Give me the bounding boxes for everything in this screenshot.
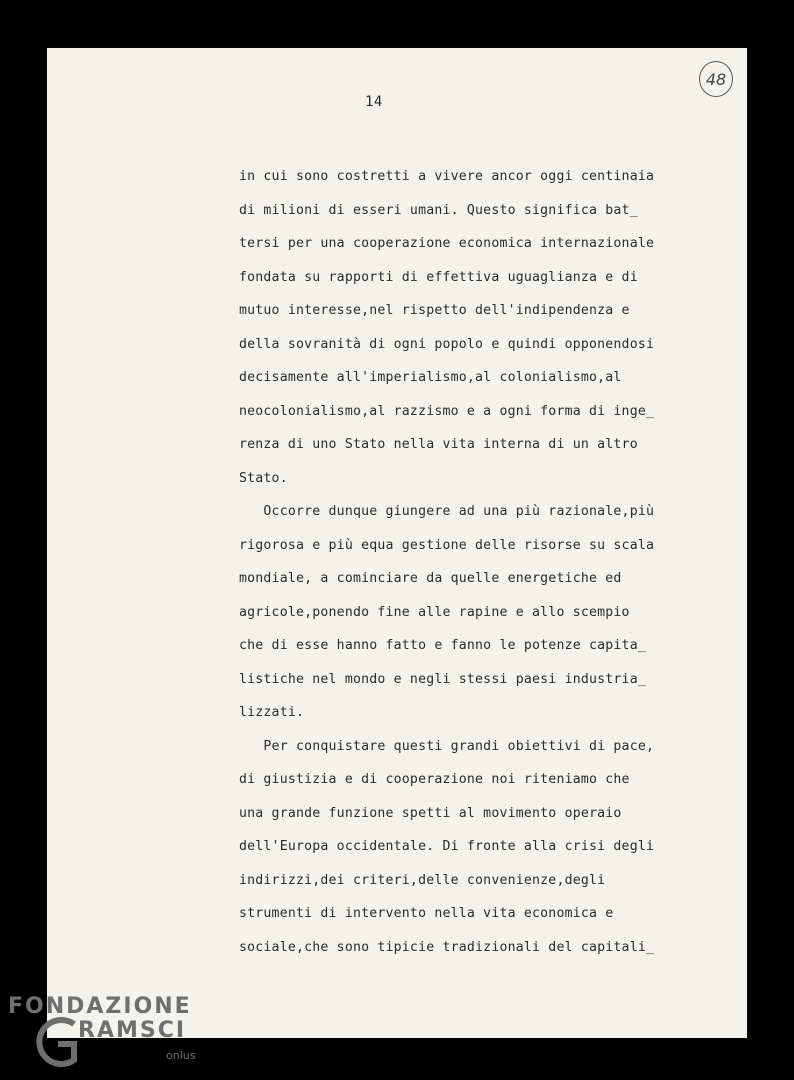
text-line: fondata su rapporti di effettiva uguaglianza e di [239,269,638,285]
watermark-line-1: FONDAZIONE [8,994,192,1019]
text-line: dell'Europa occidentale. Di fronte alla crisi degli [239,839,655,854]
text-line: Stato. [239,470,288,486]
typewritten-text [239,160,699,964]
archive-number: 48 [705,69,727,89]
text-line: di giustizia e di cooperazione noi riteniamo che [239,772,630,787]
text-line: lizzati. [239,705,305,720]
text-line: agricole,ponendo fine alle rapine e allo scempio [239,604,630,620]
text-line: rigorosa e più equa gestione delle risorse su scala [239,537,655,553]
text-line: Occorre dunque giungere ad una più razionale,più [239,504,655,519]
text-line: di milioni di esseri umani. Questo significa bat_ [239,202,638,218]
text-line: mondiale, a cominciare da quelle energetiche ed [239,571,622,586]
text-line: strumenti di intervento nella vita economica e [239,906,614,921]
text-line: della sovranità di ogni popolo e quindi opponendosi [239,336,655,352]
text-line: Per conquistare questi grandi obiettivi di pace, [239,738,655,754]
text-line: mutuo interesse,nel rispetto dell'indipendenza e [239,303,630,318]
page-number: 14 [365,94,383,110]
document-page [47,48,747,1038]
text-line: listiche nel mondo e negli stessi paesi industria_ [239,671,646,687]
text-line: sociale,che sono tipicie tradizionali del capitali_ [239,939,655,955]
text-line: in cui sono costretti a vivere ancor oggi centinaia [239,169,655,184]
text-line: indirizzi,dei criteri,delle convenienze,degli [239,872,606,888]
watermark-line-2: RAMSCI [78,1018,187,1043]
text-line: che di esse hanno fatto e fanno le potenze capita_ [239,638,646,653]
text-line: una grande funzione spetti al movimento operaio [239,805,622,821]
text-line: tersi per una cooperazione economica internazionale [239,236,655,251]
text-line: decisamente all'imperialismo,al colonialismo,al [239,370,622,385]
watermark-g-icon [34,1014,78,1070]
text-line: neocolonialismo,al razzismo e a ogni forma di inge_ [239,403,655,419]
foundation-watermark [8,994,208,1074]
watermark-suffix: onlus [166,1049,196,1062]
archive-number-stamp [699,61,733,97]
text-line: renza di uno Stato nella vita interna di un altro [239,437,638,452]
